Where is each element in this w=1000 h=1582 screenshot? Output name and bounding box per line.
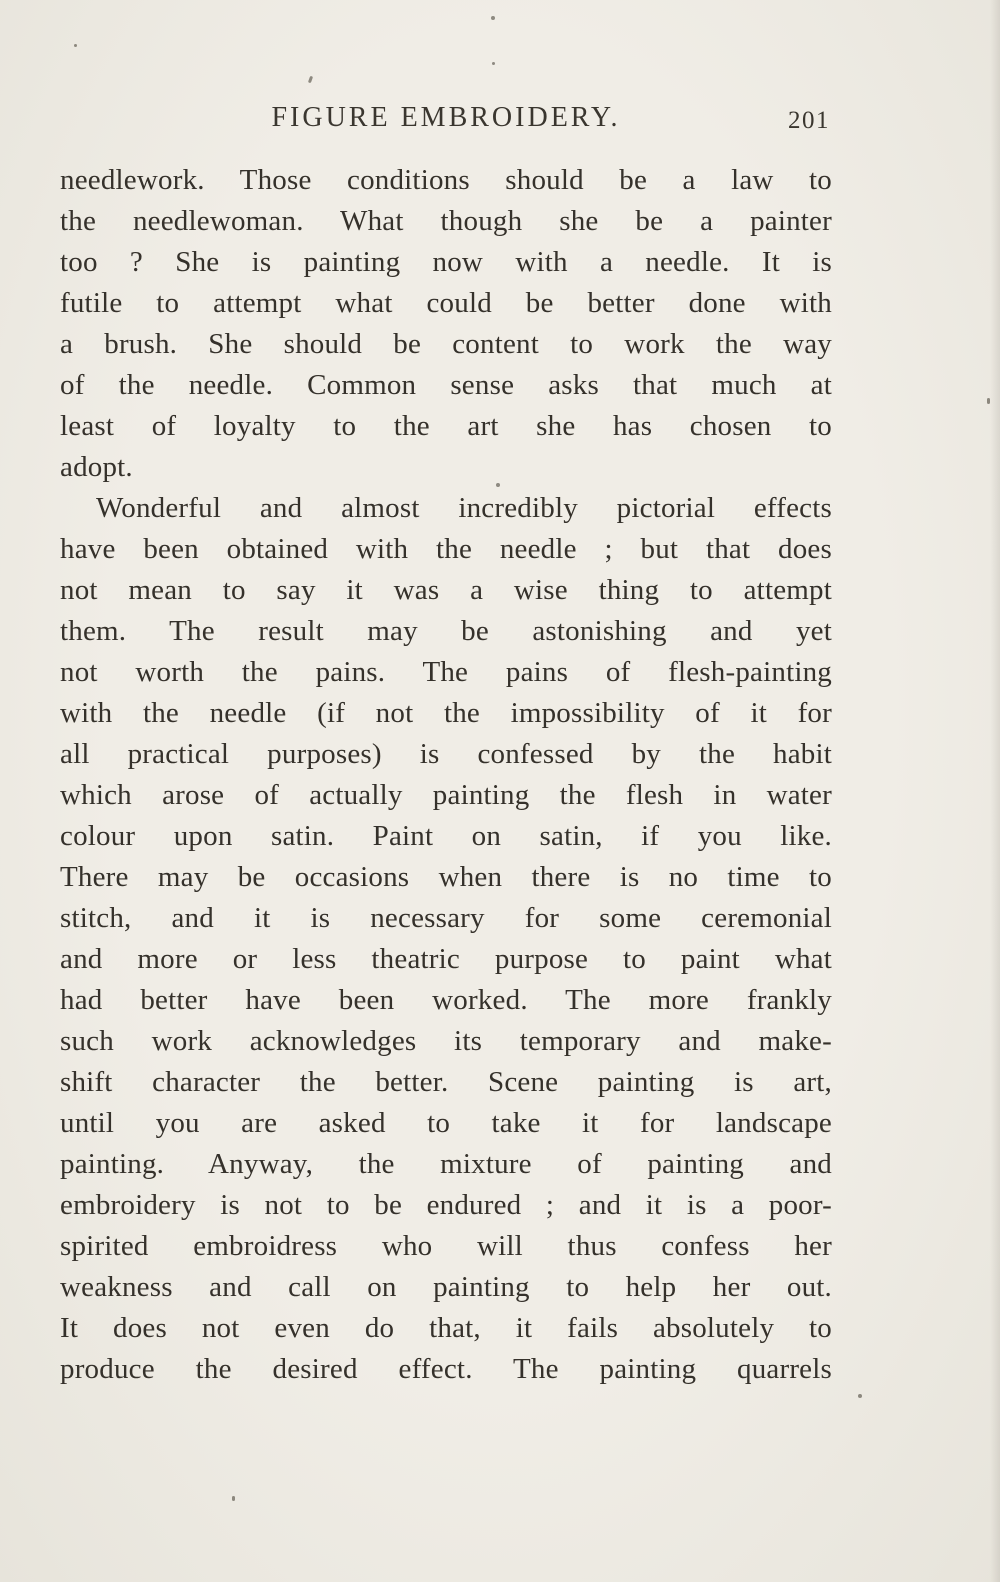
text-line: them. The result may be astonishing and yet xyxy=(60,615,832,647)
page-body xyxy=(60,160,832,1390)
scan-speck xyxy=(858,1394,862,1398)
text-line: all practical purposes) is confessed by the habit xyxy=(60,738,832,770)
text-line: spirited embroidress who will thus confess her xyxy=(60,1230,832,1262)
text-line: until you are asked to take it for landscape xyxy=(60,1107,832,1139)
page-number: 201 xyxy=(788,107,830,134)
text-line: needlework. Those conditions should be a law to xyxy=(60,164,832,196)
scan-speck xyxy=(232,1496,235,1501)
text-line: Wonderful and almost incredibly pictorial effects xyxy=(96,492,832,524)
text-line: shift character the better. Scene painting is art, xyxy=(60,1066,832,1098)
text-line: painting. Anyway, the mixture of painting and xyxy=(60,1148,832,1180)
text-line: not worth the pains. The pains of flesh-painting xyxy=(60,656,832,688)
running-title: FIGURE EMBROIDERY. xyxy=(271,102,621,133)
text-line: futile to attempt what could be better done with xyxy=(60,287,832,319)
scan-speck xyxy=(491,16,495,20)
text-line: embroidery is not to be endured ; and it is a poor- xyxy=(60,1189,832,1221)
page-edge-shadow xyxy=(990,0,1000,1582)
text-line: least of loyalty to the art she has chosen to xyxy=(60,410,832,442)
text-line: had better have been worked. The more frankly xyxy=(60,984,832,1016)
text-line: the needlewoman. What though she be a painter xyxy=(60,205,832,237)
scan-speck xyxy=(987,398,990,404)
page-header xyxy=(60,102,832,136)
text-line: and more or less theatric purpose to paint what xyxy=(60,943,832,975)
text-line: produce the desired effect. The painting quarrels xyxy=(60,1353,832,1385)
text-line: weakness and call on painting to help her out. xyxy=(60,1271,832,1303)
text-line: a brush. She should be content to work the way xyxy=(60,328,832,360)
scan-speck xyxy=(492,62,495,65)
text-line: which arose of actually painting the flesh in water xyxy=(60,779,832,811)
text-line: with the needle (if not the impossibility of it for xyxy=(60,697,832,729)
text-line: not mean to say it was a wise thing to attempt xyxy=(60,574,832,606)
text-line: of the needle. Common sense asks that much at xyxy=(60,369,832,401)
text-line: stitch, and it is necessary for some ceremonial xyxy=(60,902,832,934)
text-line: It does not even do that, it fails absolutely to xyxy=(60,1312,832,1344)
text-line: too ? She is painting now with a needle. It is xyxy=(60,246,832,278)
text-line: such work acknowledges its temporary and make- xyxy=(60,1025,832,1057)
text-line: have been obtained with the needle ; but that does xyxy=(60,533,832,565)
scan-speck xyxy=(74,44,77,47)
text-line: adopt. xyxy=(60,451,133,483)
text-line: There may be occasions when there is no time to xyxy=(60,861,832,893)
text-line: colour upon satin. Paint on satin, if you like. xyxy=(60,820,832,852)
scan-speck xyxy=(496,483,500,487)
scan-speck xyxy=(308,76,313,84)
